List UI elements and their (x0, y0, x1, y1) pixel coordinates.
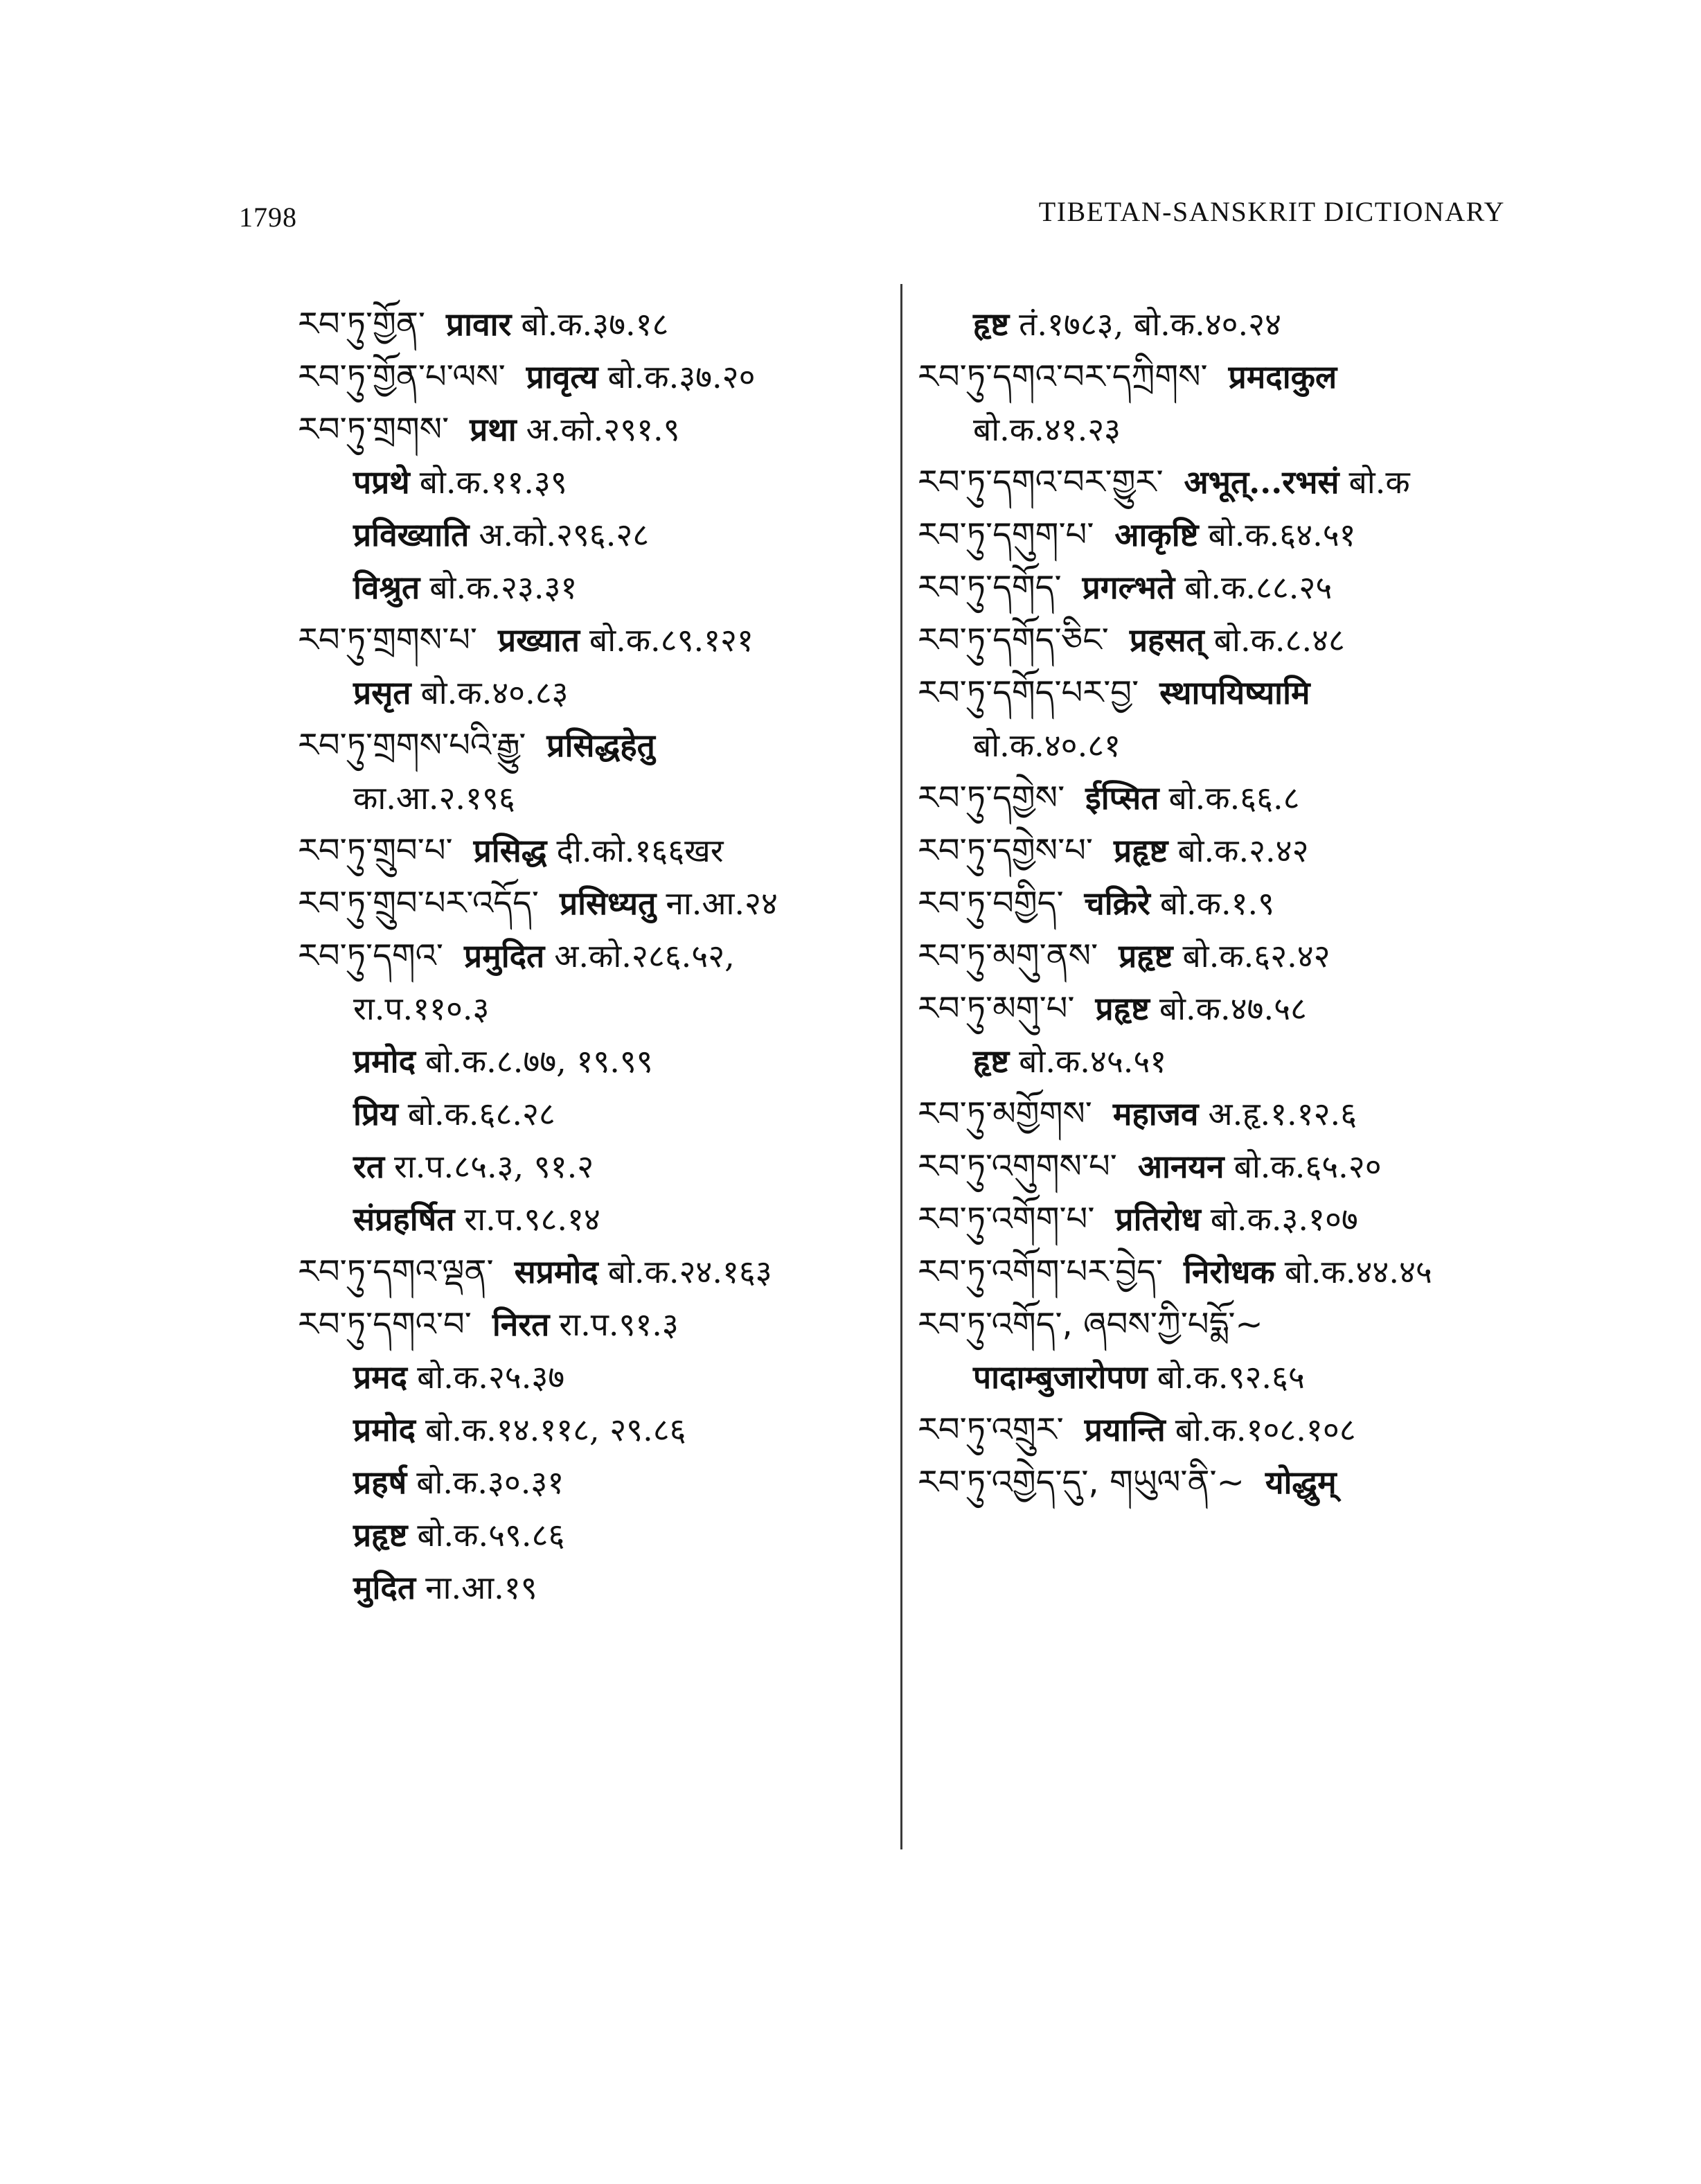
sanskrit-equivalent: स्थापयिष्यामि (1159, 674, 1310, 711)
sanskrit-equivalent: निरोधक (1183, 1253, 1275, 1290)
dictionary-subentry (298, 1193, 880, 1245)
source-reference: बो.क.३७.२० (607, 358, 756, 396)
sanskrit-equivalent: प्रतिरोध (1115, 1200, 1201, 1238)
tibetan-headword: རབ་ཏུ་དགྱེས་པ་ (918, 831, 1094, 870)
source-reference: बो.क.१०८.१०८ (1175, 1411, 1356, 1448)
dictionary-continuation (918, 403, 1555, 456)
dictionary-subentry (298, 666, 880, 719)
page-number: 1798 (239, 202, 297, 233)
sanskrit-equivalent: ईप्सित (1085, 779, 1159, 817)
sanskrit-equivalent: सप्रमोद (514, 1253, 598, 1290)
sanskrit-equivalent: प्रहृष्ट (1095, 990, 1150, 1027)
dictionary-subentry (298, 1351, 880, 1403)
source-reference: बो.क.२३.३१ (429, 569, 578, 606)
source-reference: अ.को.२९६.२८ (479, 516, 650, 553)
sanskrit-equivalent: प्रसिद्धहेतु (546, 727, 655, 764)
source-reference: रा.प.९१.३ (559, 1306, 679, 1343)
source-reference: बो.क.३.१०७ (1210, 1200, 1358, 1238)
source-reference: बो.क.३७.१८ (521, 305, 669, 343)
sanskrit-equivalent: अभूत्...रभसं (1184, 463, 1339, 501)
dictionary-entry (918, 772, 1555, 824)
dictionary-subentry (918, 1035, 1555, 1087)
sanskrit-equivalent: प्रसिध्यतु (559, 885, 657, 922)
dictionary-entry (918, 982, 1555, 1035)
sanskrit-equivalent: आकृष्टि (1114, 516, 1199, 553)
tibetan-headword: རབ་ཏུ་གྲགས་པའི་རྒྱུ་ (298, 726, 526, 765)
tibetan-headword: རབ་ཏུ་མགུ་ནས་ (918, 936, 1098, 975)
sanskrit-equivalent: प्रहृष्ट (353, 1516, 408, 1554)
sanskrit-equivalent: प्रहृष्ट (1119, 937, 1173, 975)
source-reference: बो.क.८८.२५ (1184, 569, 1333, 606)
tibetan-headword: རབ་ཏུ་མགྱོགས་ (918, 1094, 1092, 1133)
dictionary-entry (298, 350, 880, 403)
tibetan-headword: རབ་ཏུ་གྱོན་པ་ལས་ (298, 357, 506, 396)
source-reference: दी.को.१६६खर (556, 832, 724, 869)
sanskrit-equivalent: संप्रहर्षित (353, 1200, 455, 1238)
source-reference: बो.क (1348, 463, 1410, 501)
source-reference: बो.क.५९.८६ (417, 1516, 565, 1554)
dictionary-subentry (298, 1403, 880, 1456)
tibetan-headword: རབ་ཏུ་བགྱིད་ (918, 884, 1064, 923)
sanskrit-equivalent: प्रसिद्ध (473, 832, 547, 869)
source-reference: बो.क.६२.४२ (1182, 937, 1330, 975)
source-reference: बो.क.६५.२० (1234, 1148, 1382, 1185)
source-reference: बो.क.६८.२८ (407, 1095, 555, 1133)
sanskrit-equivalent: रत (353, 1148, 385, 1185)
tibetan-headword: རབ་ཏུ་གྲགས་ (298, 410, 449, 449)
source-reference: रा.प.११०.३ (353, 990, 490, 1027)
sanskrit-equivalent: प्रमद (353, 1358, 408, 1396)
tibetan-headword: རབ་ཏུ་དགའ་བར་དཀྲིགས་ (918, 357, 1208, 396)
column-divider (900, 284, 902, 1849)
dictionary-entry (918, 1140, 1555, 1193)
tibetan-headword: རབ་ཏུ་འགྱེད་དུ་, གཡུལ་ནི་~ (918, 1463, 1245, 1502)
sanskrit-equivalent: प्रावार (445, 305, 512, 343)
dictionary-entry (918, 561, 1555, 614)
dictionary-entry (918, 1298, 1555, 1351)
right-column (918, 298, 1555, 1509)
sanskrit-equivalent: प्रिय (353, 1095, 398, 1133)
dictionary-entry (918, 508, 1555, 561)
source-reference: ना.आ.१९ (425, 1569, 537, 1606)
sanskrit-equivalent: महाजव (1112, 1095, 1199, 1133)
sanskrit-equivalent: प्रावृत्य (526, 358, 598, 396)
source-reference: रा.प.९८.१४ (464, 1200, 600, 1238)
sanskrit-equivalent: प्रमुदित (464, 937, 545, 975)
dictionary-entry (298, 930, 880, 982)
sanskrit-equivalent: हृष्ट (973, 305, 1010, 343)
tibetan-headword: རབ་ཏུ་དགོད་ (918, 568, 1062, 607)
sanskrit-equivalent: प्रख्यात (498, 621, 580, 659)
dictionary-entry (298, 877, 880, 930)
dictionary-entry (298, 614, 880, 666)
dictionary-entry (298, 1298, 880, 1351)
tibetan-headword: རབ་ཏུ་གྲུབ་པ་ (298, 831, 453, 870)
sanskrit-equivalent: प्रविख्याति (353, 516, 470, 553)
source-reference: रा.प.८५.३, ९१.२ (394, 1148, 594, 1185)
tibetan-headword: རབ་ཏུ་དགའ་བར་གྱུར་ (918, 463, 1164, 501)
source-reference: बो.क.१.९ (1159, 885, 1275, 922)
tibetan-headword: རབ་ཏུ་དགའ་བ་ (298, 1305, 472, 1344)
source-reference: बो.क.२५.३७ (417, 1358, 565, 1396)
tibetan-headword: རབ་ཏུ་གྲགས་པ་ (298, 621, 478, 659)
tibetan-headword: རབ་ཏུ་དགོད་ཅིང་ (918, 621, 1109, 659)
source-reference: बो.क.४०.८१ (973, 727, 1121, 764)
source-reference: बो.क.३०.३१ (416, 1464, 564, 1501)
left-column (298, 298, 880, 1614)
dictionary-subentry (298, 456, 880, 508)
dictionary-subentry (298, 1140, 880, 1193)
source-reference: बो.क.४७.५८ (1159, 990, 1307, 1027)
dictionary-continuation (298, 982, 880, 1035)
tibetan-headword: རབ་ཏུ་དགྱེས་ (918, 779, 1065, 817)
sanskrit-equivalent: प्रयान्ति (1084, 1411, 1166, 1448)
dictionary-entry (918, 350, 1555, 403)
running-title: TIBETAN-SANSKRIT DICTIONARY (1038, 196, 1505, 227)
dictionary-entry (298, 1245, 880, 1298)
source-reference: बो.क.११.३९ (419, 463, 567, 501)
tibetan-headword: རབ་ཏུ་གྱོན་ (298, 305, 425, 344)
dictionary-entry (918, 824, 1555, 877)
dictionary-entry (918, 1456, 1555, 1509)
dictionary-entry (918, 1087, 1555, 1140)
source-reference: अ.को.२९१.९ (526, 411, 680, 448)
dictionary-subentry (298, 1087, 880, 1140)
sanskrit-equivalent: हृष्ट (973, 1042, 1010, 1080)
dictionary-entry (918, 1403, 1555, 1456)
tibetan-headword: རབ་ཏུ་དགོད་པར་བྱ་ (918, 673, 1139, 712)
dictionary-entry (918, 1245, 1555, 1298)
source-reference: बो.क.६६.८ (1168, 779, 1300, 817)
dictionary-continuation (918, 719, 1555, 772)
source-reference: बो.क.४५.५१ (1019, 1042, 1167, 1080)
sanskrit-equivalent: पप्रथे (353, 463, 410, 501)
tibetan-headword: རབ་ཏུ་དགའ་ལྡན་ (298, 1252, 494, 1291)
source-reference: ना.आ.२४ (666, 885, 778, 922)
sanskrit-equivalent: चक्रिरे (1084, 885, 1150, 922)
source-reference: बो.क.८.७७, १९.९९ (425, 1042, 653, 1080)
tibetan-headword: རབ་ཏུ་དགའ་ (298, 936, 444, 975)
sanskrit-equivalent: मुदित (353, 1569, 416, 1606)
sanskrit-equivalent: प्रहृष्ट (1114, 832, 1168, 869)
source-reference: तं.१७८३, बो.क.४०.२४ (1019, 305, 1281, 343)
sanskrit-equivalent: प्रमोद (353, 1042, 416, 1080)
source-reference: बो.क.१४.११८, २९.८६ (425, 1411, 686, 1448)
tibetan-headword: རབ་ཏུ་དགུག་པ་ (918, 515, 1094, 554)
dictionary-subentry (298, 508, 880, 561)
dictionary-entry (298, 403, 880, 456)
dictionary-subentry (298, 1456, 880, 1509)
dictionary-subentry (298, 561, 880, 614)
source-reference: बो.क.४१.२३ (973, 411, 1121, 448)
tibetan-headword: རབ་ཏུ་འགོག་པ་ (918, 1200, 1095, 1239)
dictionary-continuation (298, 772, 880, 824)
sanskrit-equivalent: विश्रुत (353, 569, 420, 606)
tibetan-headword: རབ་ཏུ་འགོད་, ཞབས་ཀྱི་པདྨོ་~ (918, 1305, 1263, 1344)
dictionary-entry (918, 666, 1555, 719)
dictionary-entry (918, 456, 1555, 508)
source-reference: का.आ.२.१९६ (353, 779, 515, 817)
source-reference: बो.क.९२.६५ (1157, 1358, 1305, 1396)
dictionary-entry (298, 824, 880, 877)
source-reference: बो.क.४०.८३ (420, 674, 569, 711)
dictionary-entry (918, 877, 1555, 930)
dictionary-entry (918, 1193, 1555, 1245)
sanskrit-equivalent: प्रमोद (353, 1411, 416, 1448)
dictionary-entry (918, 614, 1555, 666)
sanskrit-equivalent: प्रगल्भते (1082, 569, 1175, 606)
source-reference: अ.हृ.१.१२.६ (1208, 1095, 1357, 1133)
dictionary-subentry (298, 1509, 880, 1561)
tibetan-headword: རབ་ཏུ་མགུ་པ་ (918, 989, 1075, 1028)
source-reference: बो.क.६४.५१ (1208, 516, 1356, 553)
dictionary-subentry (918, 298, 1555, 350)
tibetan-headword: རབ་ཏུ་འགུགས་པ་ (918, 1147, 1117, 1186)
sanskrit-equivalent: प्रहर्ष (353, 1464, 407, 1501)
dictionary-subentry (918, 1351, 1555, 1403)
source-reference: बो.क.८.४८ (1213, 621, 1345, 659)
dictionary-entry (298, 719, 880, 772)
sanskrit-equivalent: प्रमदाकुल (1228, 358, 1337, 396)
source-reference: अ.को.२८६.५२, (554, 937, 735, 975)
dictionary-entry (298, 298, 880, 350)
dictionary-subentry (298, 1561, 880, 1614)
tibetan-headword: རབ་ཏུ་གྲུབ་པར་འདོད་ (298, 884, 539, 923)
tibetan-headword: རབ་ཏུ་འགོག་པར་བྱེད་ (918, 1252, 1163, 1291)
sanskrit-equivalent: योद्धुम् (1265, 1464, 1337, 1501)
sanskrit-equivalent: पादाम्बुजारोपण (973, 1358, 1148, 1396)
source-reference: बो.क.२४.१६३ (607, 1253, 772, 1290)
dictionary-subentry (298, 1035, 880, 1087)
sanskrit-equivalent: प्रथा (470, 411, 517, 448)
tibetan-headword: རབ་ཏུ་འགྲུར་ (918, 1410, 1064, 1449)
source-reference: बो.क.८९.१२१ (589, 621, 754, 659)
sanskrit-equivalent: आनयन (1137, 1148, 1224, 1185)
source-reference: बो.क.२.४२ (1177, 832, 1309, 869)
dictionary-entry (918, 930, 1555, 982)
sanskrit-equivalent: प्रसृत (353, 674, 411, 711)
sanskrit-equivalent: प्रहसत् (1129, 621, 1204, 659)
sanskrit-equivalent: निरत (492, 1306, 550, 1343)
source-reference: बो.क.४४.४५ (1284, 1253, 1432, 1290)
